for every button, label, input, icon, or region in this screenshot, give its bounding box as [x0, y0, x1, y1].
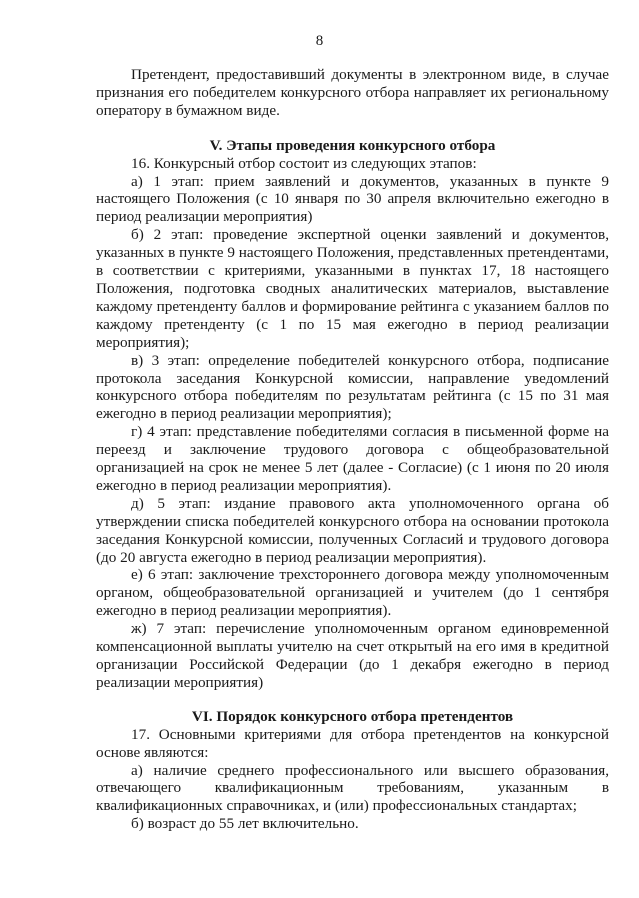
item-17-b: б) возраст до 55 лет включительно.: [131, 815, 359, 833]
item-16-e: е) 6 этап: заключение трехстороннего договора между уполномоченным органом, общеобразовательной организацией и учителем (до 1 сентября ежегодно в период реализации мероприятия).: [96, 566, 609, 620]
item-16-a: а) 1 этап: прием заявлений и документов, указанных в пункте 9 настоящего Положения (с 10 января по 30 апреля включительно ежегодно в период реализации мероприятия): [96, 172, 609, 226]
section-5-heading: V. Этапы проведения конкурсного отбора: [209, 136, 496, 154]
item-16-b: б) 2 этап: проведение экспертной оценки заявлений и документов, указанных в пункте 9 настоящего Положения, представленных претендентами, в соответствии с критериями, указанными в пунктах 17, 18 настоящего Положения, подготовка сводных аналитических материалов, выставление каждому претенденту баллов и формирование рейтинга с указанием баллов по каждому претенденту (с 1 по 15 мая ежегодно в период реализации мероприятия);: [96, 226, 609, 351]
page-number: 8: [315, 33, 324, 49]
item-16-g: г) 4 этап: представление победителями согласия в письменной форме на переезд и заключение трудового договора с общеобразовательной организацией на срок не менее 5 лет (далее - Согласие) (с 1 июня по 20 июля ежегодно в период реализации мероприятия).: [96, 423, 609, 494]
item-16-zh: ж) 7 этап: перечисление уполномоченным органом единовременной компенсационной выплаты учителю на счет открытый на его имя в кредитной организации Российской Федерации (до 1 декабря ежегодно в период реализации мероприятия): [96, 620, 609, 691]
intro-paragraph: Претендент, предоставивший документы в электронном виде, в случае признания его победителем конкурсного отбора направляет их региональному оператору в бумажном виде.: [96, 66, 609, 119]
item-17: 17. Основными критериями для отбора претендентов на конкурсной основе являются:: [96, 725, 609, 761]
item-16-v: в) 3 этап: определение победителей конкурсного отбора, подписание протокола заседания Конкурсной комиссии, направление уведомлений конкурсного отбора победителям по результатам рейтинга (с 15 по 31 мая ежегодно в период реализации мероприятия);: [96, 351, 609, 423]
item-16-d: д) 5 этап: издание правового акта уполномоченного органа об утверждении списка победителей конкурсного отбора на основании протокола заседания Конкурсной комиссии, полученных Согласий и трудового договора (до 20 августа ежегодно в период реализации мероприятия).: [96, 494, 609, 566]
document-body: [96, 66, 609, 833]
item-17-a: а) наличие среднего профессионального или высшего образования, отвечающего квалификационным требованиям, указанным в квалификационных справочниках, и (или) профессиональных стандартах;: [96, 761, 609, 815]
item-16: 16. Конкурсный отбор состоит из следующих этапов:: [131, 154, 477, 172]
section-6-heading: VI. Порядок конкурсного отбора претендентов: [191, 707, 514, 725]
